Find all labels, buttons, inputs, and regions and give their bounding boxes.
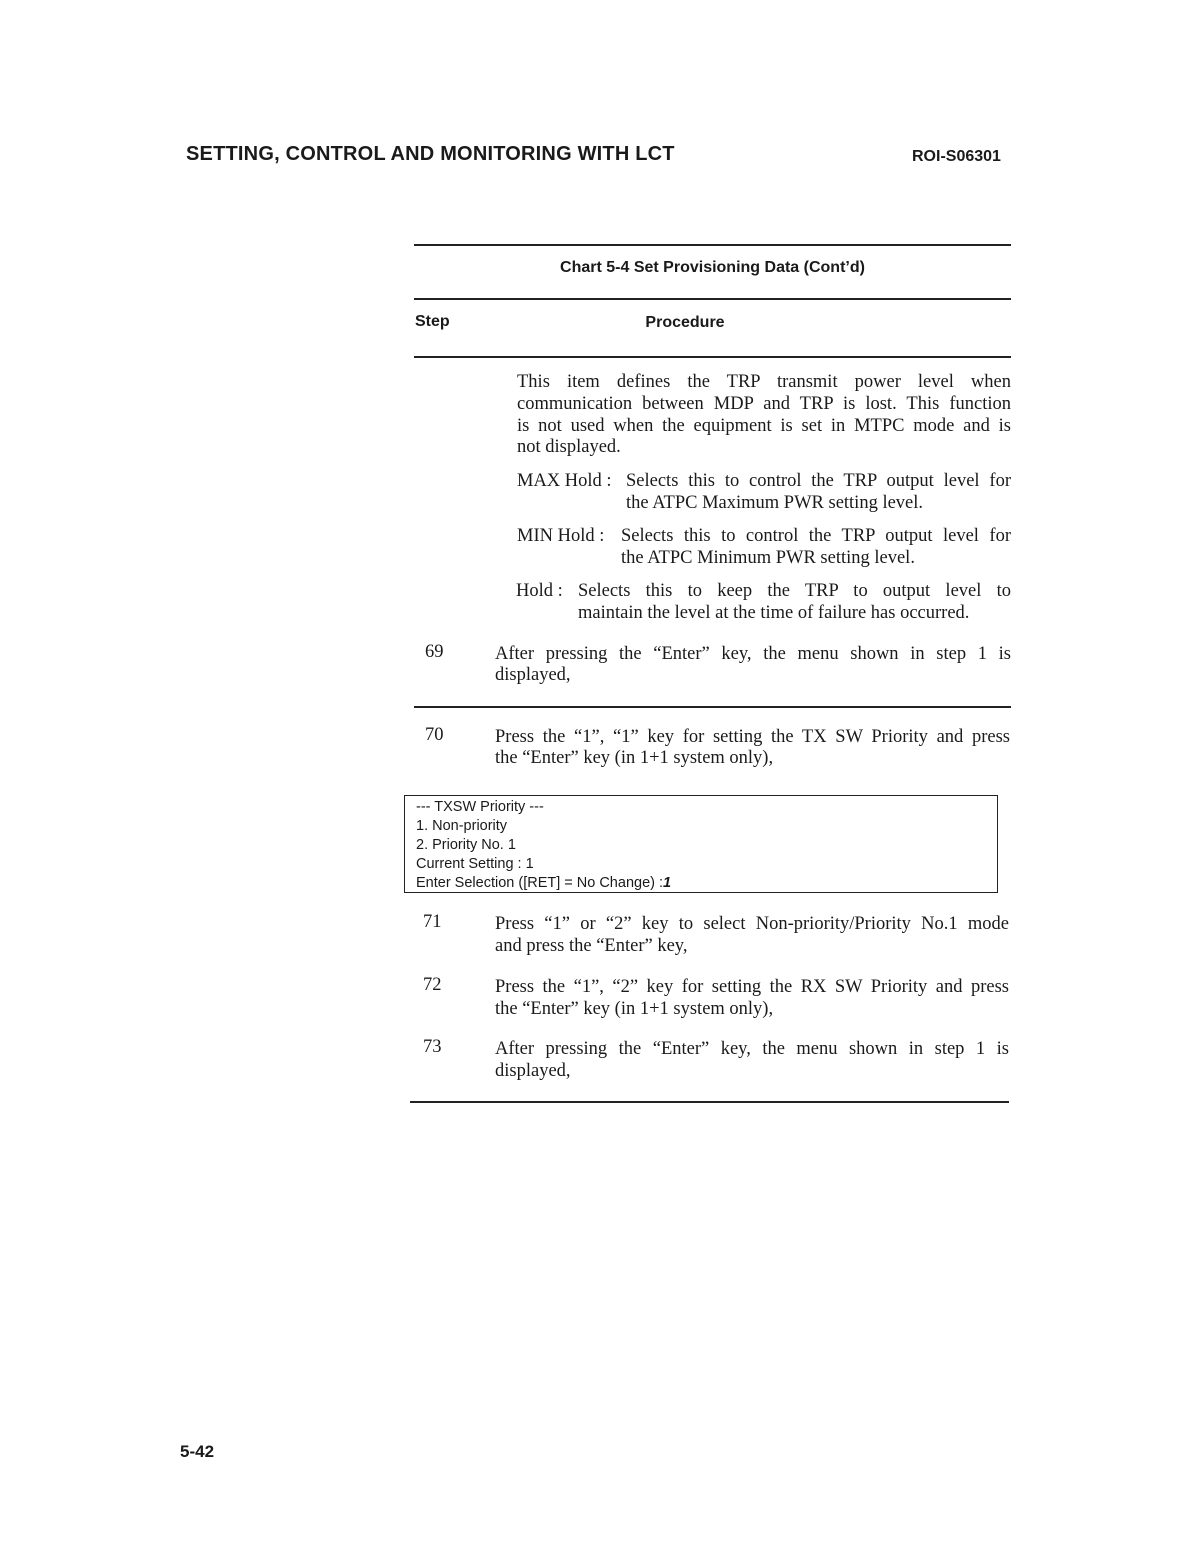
- definition-text: Selects this to control the TRP output level for: [626, 471, 1011, 491]
- step-text: the “Enter” key (in 1+1 system only),: [495, 748, 774, 768]
- step-text: Press the “1”, “2” key for setting the RX SW Priority and press: [495, 977, 1009, 997]
- lct-option-non-priority: 1. Non-priority: [416, 818, 508, 834]
- intro-line: not displayed.: [517, 437, 621, 457]
- lct-input-value: 1: [663, 875, 672, 891]
- step-text: and press the “Enter” key,: [495, 936, 688, 956]
- step-number: 72: [423, 975, 442, 995]
- chart-bottom-rule: [410, 1101, 1009, 1103]
- chart-top-rule: [414, 244, 1011, 246]
- definition-text: maintain the level at the time of failure has occurred.: [578, 603, 970, 623]
- definition-term: MIN Hold :: [517, 526, 605, 546]
- chart-title: Chart 5-4 Set Provisioning Data (Cont’d): [560, 259, 865, 276]
- lct-terminal-screen: [404, 795, 998, 893]
- step-text: displayed,: [495, 1061, 571, 1081]
- lct-prompt-text: Enter Selection ([RET] = No Change) :: [416, 875, 664, 891]
- page-number: 5-42: [180, 1442, 215, 1461]
- column-header-step: Step: [415, 313, 450, 330]
- intro-line: is not used when the equipment is set in MTPC mode and is: [517, 416, 1011, 436]
- definition-text: Selects this to keep the TRP to output level to: [578, 581, 1011, 601]
- step-number: 71: [423, 912, 442, 932]
- lct-option-priority-1: 2. Priority No. 1: [416, 837, 516, 853]
- lct-prompt: [416, 874, 997, 893]
- lct-menu-title: --- TXSW Priority ---: [416, 799, 544, 815]
- step-text: Press “1” or “2” key to select Non-priority/Priority No.1 mode: [495, 914, 1009, 934]
- document-id: ROI-S06301: [912, 148, 1001, 165]
- column-header-procedure: Procedure: [645, 314, 725, 331]
- column-header-rule: [414, 356, 1011, 358]
- step-number: 73: [423, 1037, 442, 1057]
- definition-term: Hold :: [516, 581, 563, 601]
- step-text: the “Enter” key (in 1+1 system only),: [495, 999, 774, 1019]
- step-number: 70: [425, 725, 444, 745]
- intro-line: This item defines the TRP transmit power level when: [517, 372, 1011, 392]
- step-text: displayed,: [495, 665, 571, 685]
- definition-text: Selects this to control the TRP output level for: [621, 526, 1011, 546]
- section-title: SETTING, CONTROL AND MONITORING WITH LCT: [186, 143, 675, 165]
- chart-header-rule: [414, 298, 1011, 300]
- lct-current-setting: Current Setting : 1: [416, 856, 534, 872]
- step-text: Press the “1”, “1” key for setting the TX SW Priority and press: [495, 727, 1010, 747]
- step-number: 69: [425, 642, 444, 662]
- step-text: After pressing the “Enter” key, the menu shown in step 1 is: [495, 1039, 1009, 1059]
- definition-text: the ATPC Maximum PWR setting level.: [626, 493, 924, 513]
- intro-line: communication between MDP and TRP is lost. This function: [517, 394, 1011, 414]
- definition-term: MAX Hold :: [517, 471, 612, 491]
- step-separator-rule: [414, 706, 1011, 708]
- step-text: After pressing the “Enter” key, the menu shown in step 1 is: [495, 644, 1011, 664]
- definition-text: the ATPC Minimum PWR setting level.: [621, 548, 915, 568]
